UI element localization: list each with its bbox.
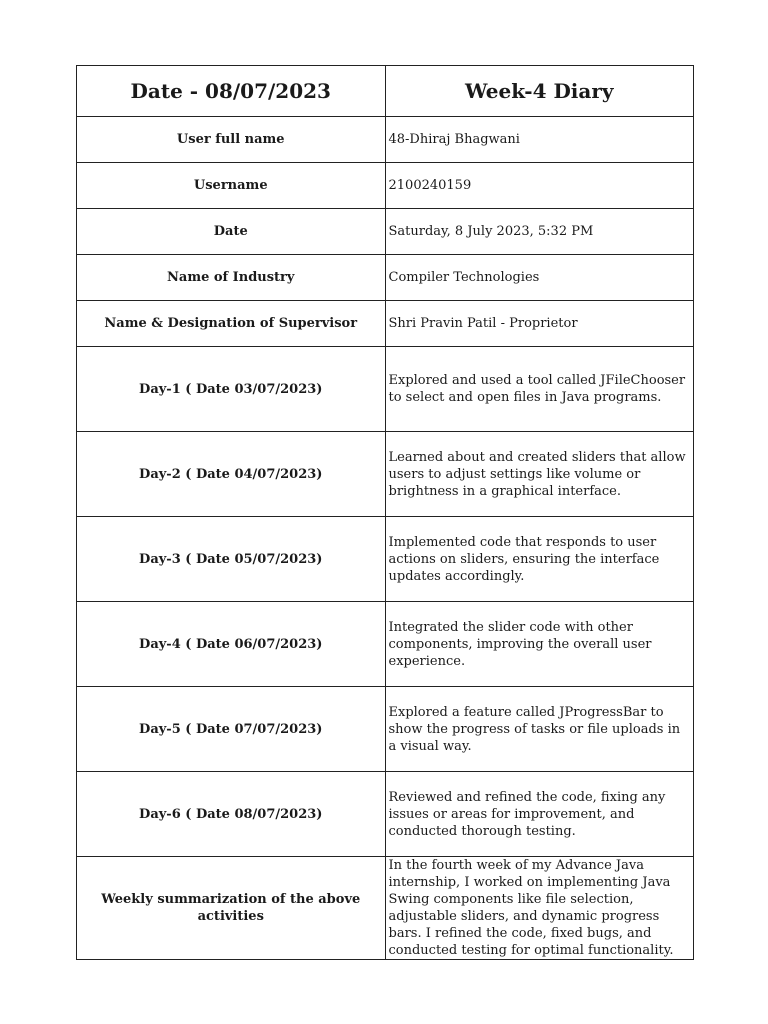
day-2-activity: Learned about and created sliders that allow users to adjust settings like volume or brightness in a graphical interface. <box>385 432 694 517</box>
week-title: Week-4 Diary <box>385 66 694 117</box>
row-username <box>77 163 694 209</box>
row-user-full-name <box>77 117 694 163</box>
username-value: 2100240159 <box>385 163 694 209</box>
row-date <box>77 209 694 255</box>
supervisor-label: Name & Designation of Supervisor <box>77 301 386 347</box>
day-5-label: Day-5 ( Date 07/07/2023) <box>77 687 386 772</box>
row-day-2 <box>77 432 694 517</box>
user-full-name-value: 48-Dhiraj Bhagwani <box>385 117 694 163</box>
week-diary-table <box>76 65 694 960</box>
date-label: Date <box>77 209 386 255</box>
day-6-activity: Reviewed and refined the code, fixing any issues or areas for improvement, and conducted thorough testing. <box>385 772 694 857</box>
row-day-3 <box>77 517 694 602</box>
date-value: Saturday, 8 July 2023, 5:32 PM <box>385 209 694 255</box>
row-day-5 <box>77 687 694 772</box>
supervisor-value: Shri Pravin Patil - Proprietor <box>385 301 694 347</box>
username-label: Username <box>77 163 386 209</box>
day-1-activity: Explored and used a tool called JFileChooser to select and open files in Java programs. <box>385 347 694 432</box>
row-weekly-summary <box>77 857 694 960</box>
weekly-summary-value: In the fourth week of my Advance Java internship, I worked on implementing Java Swing components like file selection, adjustable sliders, and dynamic progress bars. I refined the code, fixed bugs, and conducted testing for optimal functionality. <box>385 857 694 960</box>
row-industry <box>77 255 694 301</box>
day-3-label: Day-3 ( Date 05/07/2023) <box>77 517 386 602</box>
day-4-label: Day-4 ( Date 06/07/2023) <box>77 602 386 687</box>
day-4-activity: Integrated the slider code with other components, improving the overall user experience. <box>385 602 694 687</box>
row-day-1 <box>77 347 694 432</box>
day-5-activity: Explored a feature called JProgressBar to show the progress of tasks or file uploads in a visual way. <box>385 687 694 772</box>
row-supervisor <box>77 301 694 347</box>
date-title: Date - 08/07/2023 <box>77 66 386 117</box>
industry-value: Compiler Technologies <box>385 255 694 301</box>
day-2-label: Day-2 ( Date 04/07/2023) <box>77 432 386 517</box>
user-full-name-label: User full name <box>77 117 386 163</box>
day-6-label: Day-6 ( Date 08/07/2023) <box>77 772 386 857</box>
row-day-4 <box>77 602 694 687</box>
day-3-activity: Implemented code that responds to user actions on sliders, ensuring the interface updates accordingly. <box>385 517 694 602</box>
row-day-6 <box>77 772 694 857</box>
industry-label: Name of Industry <box>77 255 386 301</box>
day-1-label: Day-1 ( Date 03/07/2023) <box>77 347 386 432</box>
weekly-summary-label: Weekly summarization of the above activities <box>77 857 386 960</box>
header-row <box>77 66 694 117</box>
